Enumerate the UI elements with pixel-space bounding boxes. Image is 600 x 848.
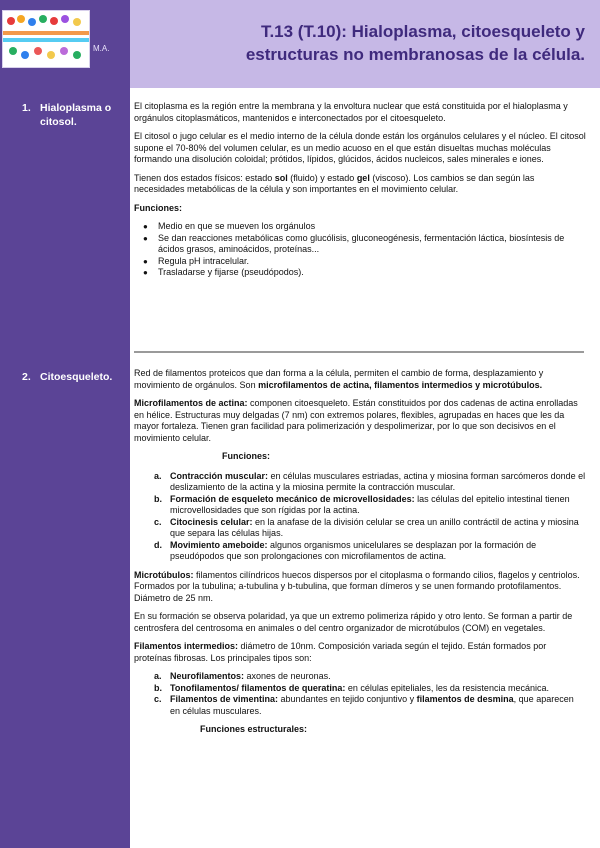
list-item: c. Filamentos de vimentina: abundantes en tejido conjuntivo y filamentos de desmina, que aparecen en células musculares. bbox=[154, 694, 574, 716]
school-logo bbox=[2, 10, 90, 68]
section-divider bbox=[134, 351, 584, 353]
list-item: a. Contracción muscular: en células musculares estriadas, actina y miosina forman sarcómeros donde el deslizamiento de la actina y la miosina permite la contracción muscular. bbox=[154, 470, 586, 492]
functions-list bbox=[134, 221, 586, 279]
structural-functions-heading: Funciones estructurales: bbox=[200, 724, 308, 734]
section-2-title: Citoesqueleto. bbox=[40, 371, 113, 383]
header-band bbox=[0, 0, 600, 88]
section-1-body bbox=[134, 101, 586, 286]
paragraph: Microfilamentos de actina: componen citoesqueleto. Están constituidos por dos cadenas de actina enrolladas en hélice. Estructuras muy delgadas (7 nm) con extremos polares, flexibles, agrupadas en haces que les da mayor fortaleza. Tienen gran facilidad para polimerización y despolimerizar, por lo que son decisivos en el movimiento celular. bbox=[134, 398, 578, 443]
list-item: d. Movimiento ameboide: algunos organismos unicelulares se desplazan por la formación de pseudópodos que son prolongaciones con microfilamentos de actina. bbox=[154, 539, 537, 561]
author-initials: M.A. bbox=[93, 44, 110, 53]
functions-heading: Funciones: bbox=[134, 202, 183, 213]
paragraph: Filamentos intermedios: diámetro de 10nm. Composición variada según el tejido. Están formados por proteínas fibrosas. Los principales tipos son: bbox=[134, 641, 547, 663]
paragraph: En su formación se observa polaridad, ya que un extremo polimeriza rápido y otro lento. Se forman a partir de centrosfera del centrosoma en animales o del centro organizador de microtúbulos (COM) en vegetales. bbox=[134, 611, 573, 633]
functions-heading: Funciones: bbox=[222, 451, 271, 461]
page-title: T.13 (T.10): Hialoplasma, citoesqueleto y estructuras no membranosas de la célula. bbox=[245, 22, 585, 64]
paragraph: El citoplasma es la región entre la membrana y la envoltura nuclear que está constituida por el hialoplasma y orgánulos citoplasmáticos, mantenidos e interconectados por el citoesqueleto. bbox=[134, 101, 568, 123]
list-item: ● Se dan reacciones metabólicas como glucólisis, gluconeogénesis, fermentación láctica, biosíntesis de ácidos grasos, aminoácidos, proteínas... bbox=[134, 233, 586, 256]
list-item: b. Formación de esqueleto mecánico de microvellosidades: las células del epitelio intestinal tienen microvellosidades que son rígidas por la actina. bbox=[154, 493, 570, 515]
paragraph: Red de filamentos proteicos que dan forma a la célula, permiten el cambio de forma, desplazamiento y movimiento de orgánulos. Son microfilamentos de actina, filamentos intermedios y microtúbulos. bbox=[134, 368, 544, 390]
list-item: ● Regula pH intracelular. bbox=[134, 256, 586, 268]
list-item: a. Neurofilamentos: axones de neuronas. bbox=[154, 671, 331, 681]
paragraph: Microtúbulos: filamentos cilíndricos huecos dispersos por el citoplasma o formando cilios, flagelos y centriolos. Formados por la tubulina; a-tubulina y b-tubulina, que forman dímeros y se unen formando protofilamentos. Diámetro de 25 nm. bbox=[134, 569, 580, 603]
intermediate-types-list bbox=[134, 671, 586, 717]
paragraph: El citosol o jugo celular es el medio interno de la célula donde están los orgánulos celulares y el núcleo. El citosol supone el 70-80% del volumen celular, es un medio acuoso en el que están disueltas muchas moléculas formando una disolución coloidal; prótidos, lípidos, glúcidos, ácidos nucleicos, sales minerales e iones. bbox=[134, 131, 586, 164]
list-item: b. Tonofilamentos/ filamentos de queratina: en células epiteliales, les da resistencia mecánica. bbox=[154, 682, 549, 693]
list-item: ● Trasladarse y fijarse (pseudópodos). bbox=[134, 267, 586, 279]
list-item: ● Medio en que se mueven los orgánulos bbox=[134, 221, 586, 233]
section-2-body bbox=[134, 368, 586, 744]
list-item: c. Citocinesis celular: en la anafase de la división celular se crea un anillo contráctil de actina y miosina que separa las células hijas. bbox=[154, 516, 579, 538]
section-2-number: 2. bbox=[22, 371, 31, 383]
section-1-title: Hialoplasma o citosol. bbox=[40, 102, 112, 128]
functions-list bbox=[134, 471, 586, 563]
section-1-number: 1. bbox=[22, 102, 31, 114]
paragraph: Tienen dos estados físicos: estado sol (fluido) y estado gel (viscoso). Los cambios se dan según las necesidades metabólicas de la célula y son importantes en el movimiento celular. bbox=[134, 172, 535, 194]
